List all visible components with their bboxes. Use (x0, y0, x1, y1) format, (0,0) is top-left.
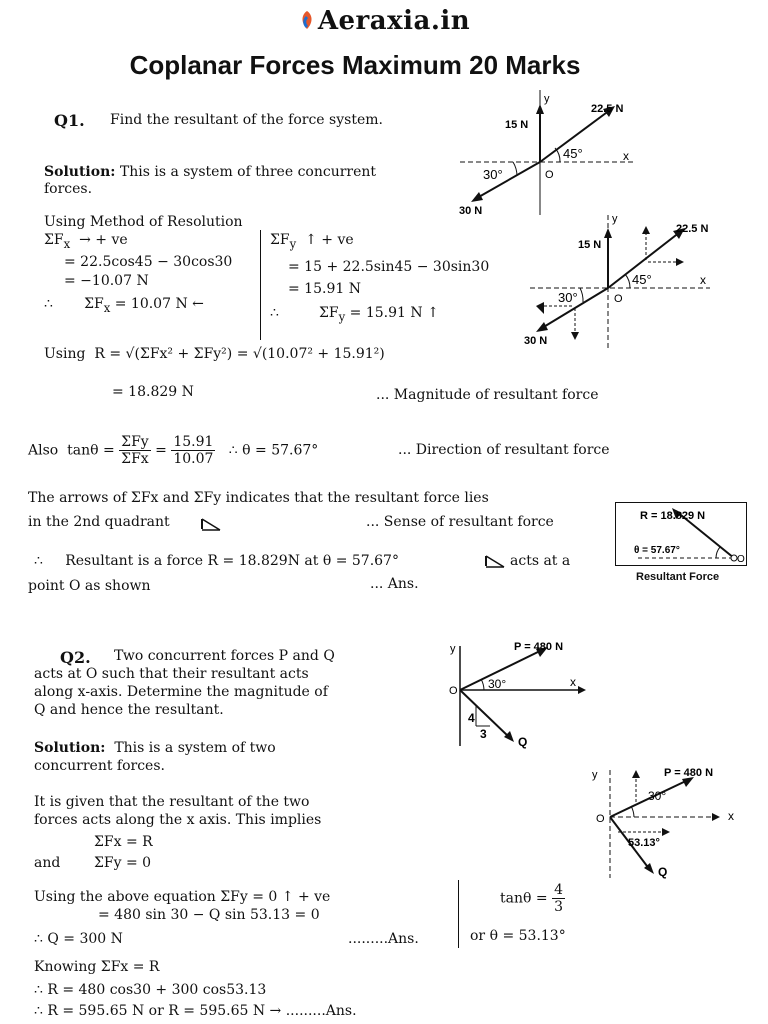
site-name: Aeraxia.in (317, 6, 471, 36)
q1-resultant-value: = 18.829 N (112, 384, 194, 400)
q1-question: Find the resultant of the force system. (110, 112, 383, 128)
x-axis-label: x (728, 809, 734, 823)
q1-sense-note: ... Sense of resultant force (366, 514, 554, 530)
q1-magnitude-note: ... Magnitude of resultant force (376, 387, 599, 403)
q1-result-tail: acts at a (510, 553, 571, 569)
q2-divider (458, 880, 459, 948)
q1-label: Q1. (54, 111, 85, 130)
origin-label: O (545, 169, 554, 181)
q2-given-line2: forces acts along the x axis. This implies (34, 812, 322, 828)
q1-fx-line2: = −10.07 N (64, 273, 149, 289)
q2-using-line1: Using the above equation ΣFy = 0 ↑ + ve (34, 889, 331, 905)
q2-eq1: ΣFx = R (94, 834, 153, 850)
q1-fx-line1: = 22.5cos45 − 30cos30 (64, 254, 233, 270)
angle-30-label: 30° (488, 677, 507, 691)
quadrant-arrow-icon (200, 515, 222, 533)
origin-label: O (737, 554, 745, 565)
q2-q-value: ∴ Q = 300 N (34, 931, 123, 947)
y-axis-label: y (592, 769, 598, 781)
q1-resultant-formula: Using R = √(ΣFx² + ΣFy²) = √(10.07² + 15.91²) (44, 346, 385, 362)
q2-question-line4: Q and hence the resultant. (34, 702, 224, 718)
q1-arrows-line1: The arrows of ΣFx and ΣFy indicates that the resultant force lies (28, 490, 489, 506)
q2-r-line1: ∴ R = 480 cos30 + 300 cos53.13 (34, 982, 267, 998)
angle-53-label: 53.13° (628, 837, 660, 849)
q1-method: Using Method of Resolution (44, 214, 243, 230)
force-22-label: 22.5 N (676, 223, 709, 235)
q-force-label: Q (658, 865, 668, 879)
force-22-label: 22.5 N (591, 103, 624, 115)
angle-45-label: 45° (563, 146, 583, 161)
angle-45-label: 45° (632, 272, 652, 287)
q2-solution: Solution: This is a system of two (34, 740, 276, 756)
q1-result-line2: point O as shown (28, 578, 151, 594)
angle-30-label: 30° (558, 290, 578, 305)
q2-given-line1: It is given that the resultant of the two (34, 794, 310, 810)
q1-result-line1: ∴ Resultant is a force R = 18.829N at θ = 57.67° (34, 553, 399, 569)
angle-30-label: 30° (483, 167, 503, 182)
force-15-label: 15 N (505, 119, 529, 131)
q1-solution: Solution: This is a system of three concurrent (44, 164, 377, 180)
x-axis-label: x (570, 675, 576, 689)
q2-theta: or θ = 53.13° (470, 928, 566, 944)
q1-ans: ... Ans. (370, 576, 419, 592)
page-title: Coplanar Forces Maximum 20 Marks (129, 50, 581, 80)
q2-question-line2: acts at O such that their resultant acts (34, 666, 309, 682)
q2-tan-eq: tanθ = $\frac{4}{3}$ (500, 882, 563, 915)
origin-label: O (596, 813, 605, 825)
x-axis-label: x (700, 273, 706, 287)
y-axis-label: y (450, 643, 456, 655)
q2-component-diagram (588, 762, 748, 882)
site-brand (0, 6, 768, 36)
angle-30-label: 30° (648, 789, 667, 803)
quadrant-arrow-icon (484, 552, 506, 570)
y-axis-label: y (544, 93, 550, 105)
force-15-label: 15 N (578, 239, 602, 251)
q2-question-line1: Two concurrent forces P and Q (114, 648, 335, 664)
slope-4-label: 4 (468, 711, 475, 725)
q2-question-line3: along x-axis. Determine the magnitude of (34, 684, 328, 700)
q1-force-diagram (455, 90, 655, 220)
q2-and: and (34, 855, 61, 871)
q-force-label: Q (518, 735, 528, 749)
q2-label: Q2. (60, 648, 91, 667)
q2-ans1: .........Ans. (348, 931, 419, 947)
q1-solution-cont: forces. (44, 181, 93, 197)
q1-fy-line1: = 15 + 22.5sin45 − 30sin30 (288, 259, 490, 275)
q2-solution-cont: concurrent forces. (34, 758, 165, 774)
p-force-label: P = 480 N (664, 767, 714, 779)
brand-logo-icon (298, 9, 316, 31)
q1-direction-note: ... Direction of resultant force (398, 442, 610, 458)
q1-fy-head: $\Sigma F_y$ ↑ + ve (270, 232, 354, 251)
q2-using-line2: = 480 sin 30 − Q sin 53.13 = 0 (98, 907, 320, 923)
p-force-label: P = 480 N (514, 641, 564, 653)
q1-fx-result: ∴ $\Sigma F_x = 10.07$ N ← (44, 296, 204, 315)
q1-divider (260, 230, 261, 340)
q2-knowing: Knowing ΣFx = R (34, 959, 160, 975)
q1-fy-result: ∴ $\Sigma F_y = 15.91$ N ↑ (270, 305, 439, 324)
q2-eq2: ΣFy = 0 (94, 855, 152, 871)
x-axis-label: x (623, 149, 629, 163)
q2-force-diagram (440, 638, 600, 750)
theta-label: θ = 57.67° (634, 545, 680, 556)
q2-r-line2: ∴ R = 595.65 N or R = 595.65 N → .........Ans. (34, 1003, 357, 1019)
q1-tan-eq: Also tanθ = $\frac{\text{ΣFy}}{\text{ΣFx}}$ = $\frac{15.91}{10.07}$ ∴ θ = 57.67° (28, 434, 319, 467)
q1-component-diagram (520, 210, 720, 350)
q1-arrows-line2: in the 2nd quadrant (28, 514, 170, 530)
q1-fy-line2: = 15.91 N (288, 281, 361, 297)
origin-label: O (614, 293, 623, 305)
force-30-label: 30 N (459, 205, 483, 217)
resultant-figure-box (615, 502, 747, 566)
y-axis-label: y (612, 213, 618, 225)
force-30-label: 30 N (524, 335, 548, 347)
origin-label: O (449, 685, 458, 697)
slope-3-label: 3 (480, 727, 487, 741)
resultant-label: R = 18.829 N (640, 510, 706, 522)
resultant-caption: Resultant Force (636, 571, 720, 583)
q1-fx-head: $\Sigma F_x$ → + ve (44, 232, 128, 251)
